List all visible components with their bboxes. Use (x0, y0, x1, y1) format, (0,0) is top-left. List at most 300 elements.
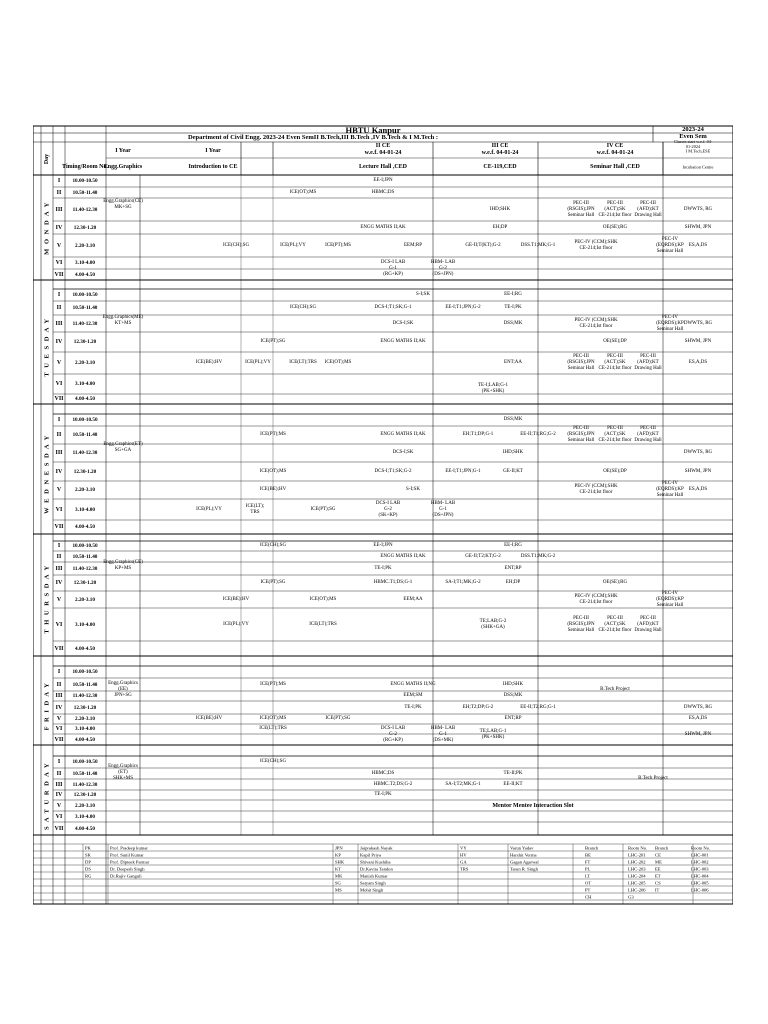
timing-mon-1: 10.00-10.50 (72, 178, 98, 184)
cell-tue2c: EE-I;T1;JPN;G-2 (445, 305, 481, 310)
cell-mon5e: GE-II;T(KT);G-2 (465, 242, 501, 248)
cell-thu6d: PEC-III (RSGIS);JPN Seminar Hall (567, 615, 595, 633)
period-fri-7: VII (54, 736, 64, 743)
legend-room-4-0: OT (585, 880, 592, 885)
mentor-slot: Mentor Mentee Interaction Slot (492, 802, 574, 809)
timing-thu-4: 12.30-1.20 (73, 580, 97, 586)
cell-thu3b: ENT;RP (504, 565, 522, 571)
cell-tue2d: TE-I;PK (504, 305, 522, 310)
cell-mon3d: PEC-III (AFD);KT Drawing Hall (634, 200, 662, 218)
period-thu-4: IV (55, 580, 63, 586)
ce2-header: II CE (375, 143, 391, 149)
timing-fri-2: 10.50-11.40 (72, 681, 98, 688)
cell-mon4a: ENGG MATHS II;AK (360, 224, 406, 230)
mtech-header: I M.Tech,ESE (685, 148, 711, 154)
period-mon-6: VI (55, 260, 63, 266)
ce3-header: III CE (491, 143, 509, 149)
period-tue-4: IV (55, 339, 63, 345)
timing-mon-2: 10.50-11.40 (72, 189, 98, 196)
legend-room-1-2: ME (655, 859, 662, 864)
period-thu-3: III (55, 565, 63, 572)
legend-faculty-4-3: Manish Kumar (360, 873, 388, 878)
cell-tue5a: ICE(BE);HV (195, 360, 223, 365)
period-thu-5: V (56, 596, 62, 603)
cell-thu6a: ICE(PL);VY (223, 621, 249, 627)
cell-fri3a: EEM;SM (403, 693, 423, 698)
cell-fri6d: TE;LAB;G-1 (PK+SHK) (479, 728, 507, 740)
period-mon-7: VII (54, 271, 64, 278)
cell-fri3b: DSS;MK (503, 693, 523, 698)
legend-room-3-1: LHC-204 (628, 873, 646, 878)
cell-thu4d: EH;DP (505, 580, 521, 585)
cell-wed2b: ENGG MATHS II;AK (380, 432, 426, 437)
timing-thu-6: 3.10-4.00 (75, 621, 95, 628)
timing-fri-4: 12.30-1.20 (73, 704, 97, 711)
mtech-room: Incubation Centre (682, 164, 714, 170)
cell-thu5e: PEC-IV (EQRDS);KP Seminar Hall (656, 590, 684, 608)
period-sat-1: I (57, 759, 61, 765)
legend-room-3-3: LHC-004 (691, 873, 709, 878)
institute-title: HBTU Kanpur (345, 124, 401, 135)
cell-wed_eg: Engg.Graphics(ET) SG+GA (103, 441, 143, 453)
cell-fri5e: ES,A,DS (688, 716, 708, 721)
cell-thu5d: PEC-IV (CCM);SHK CE-214;Ist floor (574, 593, 618, 605)
period-wed-7: VII (54, 524, 64, 530)
legend-faculty-1-3: Kapil Priya (360, 852, 382, 857)
cell-tue_eg: Engg.Graphics(ME) KT+MS (102, 314, 144, 326)
timing-thu-1: 10.00-10.50 (72, 543, 98, 549)
cell-wed1: DSS;MK (503, 417, 523, 422)
legend-faculty-3-4: TRS (460, 866, 469, 871)
cell-sat4: TE-I;PK (374, 792, 392, 797)
cell-mon5c: ICE(PT);MS (325, 242, 351, 248)
timing-mon-7: 4.00-4.50 (75, 271, 95, 278)
timing-mon-6: 3.10-4.00 (75, 260, 95, 266)
day-label-wed: W E D N E S D A Y (43, 434, 51, 514)
legend-room-5-2: IT (655, 887, 660, 892)
timing-wed-7: 4.00-4.50 (75, 524, 95, 530)
period-tue-2: II (56, 305, 62, 311)
cell-mon1: EE-I;JPN (373, 178, 393, 183)
timing-sat-5: 2.20-3.10 (75, 802, 95, 809)
period-tue-5: V (56, 360, 62, 366)
period-sat-4: IV (55, 792, 63, 798)
legend-faculty-0-1: Prof. Pradeep kumar (110, 845, 148, 850)
cell-tue3d: PEC-IV (EQRDS);KP Seminar Hall (656, 314, 684, 332)
legend-faculty-0-4: VY (460, 845, 467, 850)
cell-wed6b: ICE(LT); TRS (245, 503, 265, 515)
cell-mon6b: HBM- LAB G-2 (DS+JPN) (430, 259, 456, 277)
year1-sub: Engg.Graphics (103, 164, 143, 170)
legend-faculty-3-5: Tarun R. Singh (510, 866, 538, 871)
day-label-mon: M O N D A Y (43, 200, 51, 255)
timing-wed-3: 11.40-12.30 (72, 450, 98, 456)
legend-room-3-0: LT (585, 873, 591, 878)
cell-tue5d: ICE(OT);MS (324, 360, 352, 365)
timing-thu-7: 4.00-4.50 (75, 645, 95, 652)
cell-tue5f: PEC-III (RSGIS);JPN Seminar Hall (567, 354, 595, 371)
timing-fri-5: 2.20-3.10 (75, 716, 95, 722)
cell-fri2c: IHD;SHK (502, 681, 524, 687)
period-tue-6: VI (55, 381, 63, 387)
timing-wed-1: 10.00-10.50 (72, 417, 98, 423)
period-sat-3: III (55, 781, 63, 788)
legend-faculty-3-0: DS (85, 866, 91, 871)
cell-fri6a: ICE(LT);TRS (259, 726, 287, 731)
legend-faculty-2-2: SHK (335, 859, 345, 864)
cell-wed2c: EH;T1;DP;G-1 (462, 432, 494, 437)
cell-wed6d: DCS-I LAB G-2 (SK+KP) (375, 500, 401, 518)
cell-thu5c: EEM;AA (403, 596, 423, 602)
cell-fri_eg: Engg.Graphics (EE) JPN+SG (108, 681, 138, 698)
timing-sat-3: 11.40-12.30 (72, 781, 98, 788)
cell-wed3a: DCS-I;SK (392, 450, 414, 455)
cell-fri5d: ENT;RP (504, 716, 522, 721)
legend-faculty-2-1: Prof. Dipteek Parmar (110, 859, 150, 864)
period-mon-2: II (56, 189, 62, 196)
cell-thu2c: DSS.T1;MK;G-2 (520, 553, 556, 559)
start-note: Classes start w.e.f. 04-01-2024 (673, 139, 713, 149)
cell-tue5c: ICE(LT);TRS (289, 360, 317, 365)
timing-header: Timing/Room No. (62, 164, 108, 170)
period-mon-3: III (55, 206, 63, 213)
cell-wed5e: ES,A,DS (688, 487, 708, 492)
cell-fri5a: ICE(BE);HV (195, 716, 223, 721)
cell-mon3b: PEC-III (RSGIS);JPN Seminar Hall (567, 200, 595, 218)
cell-wed5b: S-I;SK (406, 487, 420, 492)
legend-faculty-0-3: Jaiprakash Nayak (360, 845, 393, 850)
period-wed-6: VI (55, 506, 63, 513)
timing-sat-2: 10.50-11.40 (72, 770, 98, 777)
ce2-room: Lecture Hall ,CED (358, 164, 408, 170)
cell-mon5g: PEC-IV (CCM);SHK CE-214;Ist floor (574, 239, 618, 251)
legend-room-header-2: Branch (655, 845, 669, 850)
ce4-date: w.e.f. 04-01-24 (596, 150, 634, 156)
cell-tue1b: EE-I;RG (504, 292, 522, 297)
semester: Even Sem (679, 133, 707, 140)
cell-mon5b: ICE(PL);VY (280, 242, 306, 248)
period-wed-1: I (57, 417, 61, 423)
period-wed-2: II (56, 432, 62, 438)
period-wed-4: IV (55, 468, 63, 475)
legend-room-1-1: LHC-202 (628, 859, 646, 864)
timing-fri-7: 4.00-4.50 (75, 736, 95, 743)
timing-mon-3: 11.40-12.30 (72, 206, 98, 213)
cell-wed4d: GE-II;KT (503, 468, 523, 474)
cell-wed6c: ICE(PT);SG (310, 506, 336, 512)
cell-tue5i: ES,A,DS (688, 360, 708, 365)
cell-tue3c: PEC-IV (CCM);SHK CE-214;Ist floor (574, 317, 618, 329)
cell-tue3a: DCS-I;SK (392, 320, 414, 326)
cell-thu3a: TE-I;PK (374, 565, 392, 571)
period-tue-3: III (55, 320, 63, 327)
timing-mon-5: 2.20-3.10 (75, 242, 95, 249)
cell-thu_eg: Engg.Graphics(CE) KP+MS (103, 560, 143, 571)
legend-room-0-0: BE (585, 852, 591, 857)
cell-thu5b: ICE(OT);MS (309, 596, 337, 602)
legend-room-2-1: LHC-203 (628, 866, 646, 871)
timing-thu-5: 2.20-3.10 (75, 596, 95, 603)
cell-mon5i: ES,A,DS (688, 242, 708, 248)
timetable-sheet (33, 118, 733, 908)
period-tue-1: I (57, 292, 61, 298)
day-label-tue: T U E S D A Y (43, 316, 51, 377)
cell-sat_eg: Engg.Graphics (ET) SHK+MS (108, 764, 138, 781)
cell-mon2b: HBMC;DS (371, 189, 395, 195)
cell-wed2d: EE-II;T1;RG;G-2 (520, 432, 556, 437)
legend-room-3-2: ET (655, 873, 661, 878)
legend-faculty-1-0: SK (85, 852, 91, 857)
cell-tue4d: SHWM, JPN (684, 339, 712, 344)
timing-tue-2: 10.50-11.40 (72, 305, 98, 311)
cell-tue5b: ICE(PL);VY (245, 360, 271, 365)
timing-wed-2: 10.50-11.40 (72, 432, 98, 438)
legend-room-4-1: LHC-205 (628, 880, 646, 885)
cell-thu6b: ICE(LT);TRS (309, 621, 337, 627)
day-label-sat: S A T U R D A Y (43, 761, 51, 830)
cell-sat2b: TE-II;PK (503, 770, 523, 776)
legend-faculty-2-5: Gagan Agarwal (510, 859, 539, 864)
cell-fri5c: ICE(PT);SG (325, 716, 351, 721)
period-fri-4: IV (55, 704, 63, 711)
legend-room-5-1: LHC-206 (628, 887, 646, 892)
timing-tue-3: 11.40-12.30 (72, 320, 98, 327)
cell-wed2e: PEC-III (RSGIS);JPN Seminar Hall (567, 426, 595, 443)
timing-sat-6: 3.10-4.00 (75, 813, 95, 820)
timing-wed-6: 3.10-4.00 (75, 506, 95, 513)
cell-tue3e: DWWTS, RG (683, 320, 713, 326)
legend-room-2-0: PL (585, 866, 591, 871)
legend-room-6-1: G3 (628, 894, 634, 899)
cell-tue5g: PEC-III (ACT);SK CE-214;Ist floor (598, 354, 632, 371)
cell-tue2a: ICE(CH);SG (289, 305, 317, 310)
cell-thu6f: PEC-III (AFD);KT Drawing Hall (634, 615, 662, 633)
legend-room-header-0: Branch (585, 845, 599, 850)
cell-tue6a: TE-I;LAB;G-1 (PK+SHK) (478, 383, 508, 394)
department-line: Department of Civil Engg. 2023-24 Even SemII B.Tech,III B.Tech ,IV B.Tech & I M.Tech : (187, 133, 439, 141)
legend-room-1-3: LHC-002 (691, 859, 709, 864)
timing-mon-4: 12.30-1.20 (73, 224, 97, 231)
cell-wed6e: HBM- LAB G-1 (DS+JPN) (430, 500, 456, 518)
cell-wed2g: PEC-III (AFD);KT Drawing Hall (634, 426, 662, 443)
session-year: 2023-24 (682, 126, 704, 133)
cell-fri4a: TE-I;PK (404, 704, 422, 710)
cell-wed5d: PEC-IV (EQRDS);KP Seminar Hall (656, 481, 684, 498)
legend-room-header-3: Room No. (691, 845, 711, 850)
legend-faculty-0-0: PK (85, 845, 91, 850)
cell-tue3b: DSS;MK (503, 320, 523, 326)
cell-mon3c: PEC-III (ACT);SK CE-214;Ist floor (598, 200, 632, 218)
timing-thu-2: 10.50-11.40 (72, 553, 98, 560)
legend-room-0-1: LHC-201 (628, 852, 646, 857)
cell-thu5a: ICE(BE);HV (222, 596, 250, 602)
cell-wed5a: ICE(BE);HV (259, 487, 287, 492)
legend-faculty-1-5: Harshit Verma (510, 852, 537, 857)
legend-faculty-2-4: GA (460, 859, 467, 864)
timing-sat-7: 4.00-4.50 (75, 825, 95, 832)
cell-mon3e: DWWTS, RG (683, 206, 713, 212)
period-mon-5: V (56, 242, 62, 249)
period-fri-1: I (57, 669, 61, 675)
timing-sat-4: 12.30-1.20 (73, 792, 97, 798)
day-label-thu: T H U R S D A Y (43, 563, 51, 634)
cell-wed4e: OE(SE);DP (603, 468, 627, 474)
cell-sat_proj: B.Tech Project (638, 776, 668, 781)
cell-mon_eg: Engg.Graphics(CE) MK+SG (103, 198, 143, 210)
timing-sat-1: 10.00-10.50 (72, 759, 98, 765)
cell-wed4c: EE-I;T1;JPN;G-1 (445, 468, 481, 474)
cell-mon4c: OE(SE);RG (602, 224, 628, 230)
cell-thu6e: PEC-III (ACT);SK CE-214;Ist floor (598, 615, 632, 633)
cell-fri2b: ENGG MATHS II;NG (390, 681, 436, 687)
ce3-date: w.e.f. 04-01-24 (481, 150, 519, 156)
cell-mon5a: ICE(CH);SG (222, 242, 250, 248)
cell-mon6a: DCS-I LAB G-1 (RG+KP) (380, 259, 406, 277)
legend-faculty-5-2: SG (335, 880, 341, 885)
ce4-header: IV CE (606, 143, 624, 149)
legend-room-header-1: Room No. (628, 845, 648, 850)
cell-mon4b: EH;DP (492, 224, 508, 230)
ce3-room: CE-119,CED (483, 164, 517, 170)
timing-fri-1: 10.00-10.50 (72, 669, 98, 675)
period-sat-6: VI (55, 813, 63, 820)
cell-fri4d: DWWTS, RG (683, 704, 713, 710)
timing-tue-6: 3.10-4.00 (75, 381, 95, 387)
cell-thu4b: HBMC.T1;DS;G-1 (373, 580, 413, 585)
legend-faculty-2-3: Shivani Kushiha (360, 859, 391, 864)
cell-mon4d: SHWM, JPN (684, 224, 712, 230)
cell-tue2b: DCS-I;T1;SK;G-1 (374, 305, 412, 310)
period-thu-1: I (57, 543, 61, 549)
legend-faculty-0-5: Varun Yadav (510, 845, 534, 850)
legend-room-1-0: FT (585, 859, 591, 864)
period-thu-6: VI (55, 621, 63, 628)
timing-fri-3: 11.40-12.30 (72, 693, 98, 699)
cell-mon5h: PEC-IV (EQRDS);KP Seminar Hall (656, 236, 684, 254)
cell-fri6b: DCS-I LAB G-2 (RG+KP) (380, 725, 406, 743)
year1b-header: I Year (205, 148, 221, 154)
cell-tue5e: ENT;AA (503, 360, 523, 365)
timing-wed-5: 2.20-3.10 (75, 487, 95, 493)
legend-faculty-2-0: DP (85, 859, 91, 864)
legend-faculty-1-4: HV (460, 852, 467, 857)
cell-sat3a: HBMC.T2;DS;G-2 (373, 781, 413, 787)
period-thu-2: II (56, 553, 62, 560)
cell-tue4c: OE(SE);DP (603, 339, 627, 344)
period-sat-5: V (56, 802, 62, 809)
legend-faculty-6-3: Mohit Singh (360, 887, 384, 892)
cell-wed2a: ICE(PT);MS (260, 432, 286, 437)
cell-thu1a: ICE(CH);SG (259, 543, 287, 548)
period-fri-5: V (56, 716, 62, 722)
period-mon-4: IV (55, 224, 63, 231)
timing-thu-3: 11.40-12.30 (72, 565, 98, 572)
cell-tue4b: ENGG MATHS II;AK (380, 339, 426, 344)
period-fri-2: II (56, 681, 62, 688)
cell-wed4f: SHWM, JPN (684, 468, 712, 474)
timing-tue-7: 4.00-4.50 (75, 396, 95, 402)
period-wed-5: V (56, 487, 62, 493)
cell-wed4a: ICE(OT);MS (259, 468, 287, 474)
legend-faculty-6-2: MS (335, 887, 342, 892)
period-tue-7: VII (54, 396, 64, 402)
cell-thu2b: GE-II;T2;KT;G-2 (465, 553, 501, 559)
timing-wed-4: 12.30-1.20 (73, 468, 97, 475)
legend-room-2-3: LHC-003 (691, 866, 709, 871)
cell-wed3b: IHD;SHK (502, 450, 524, 455)
cell-thu1b: EE-I;JPN (373, 543, 393, 548)
cell-thu4c: SA-I;T1;MK;G-2 (445, 580, 481, 585)
legend-faculty-4-2: MK (335, 873, 343, 878)
legend-faculty-5-3: Satyam Singh (360, 880, 386, 885)
year1-header: I Year (115, 148, 131, 154)
cell-mon2a: ICE(OT);MS (289, 189, 317, 195)
ce2-date: w.e.f. 04-01-24 (364, 150, 402, 156)
legend-faculty-4-1: Dr.Rajiv Ganguli (110, 873, 142, 878)
cell-thu4a: ICE(PT);SG (260, 580, 286, 585)
cell-fri6e: SHWM, JPN (684, 731, 712, 737)
legend-room-4-3: LHC-005 (691, 880, 709, 885)
cell-fri5b: ICE(OT);MS (259, 716, 287, 721)
legend-faculty-4-0: RG (85, 873, 92, 878)
cell-fri2a: ICE(PT);MS (260, 681, 286, 687)
year1b-sub: Introduction to CE (188, 164, 238, 170)
cell-tue5h: PEC-III (AFD);KT Drawing Hall (634, 354, 662, 371)
cell-fri4b: EH;T2;DP;G-2 (462, 704, 494, 710)
legend-faculty-1-2: KP (335, 852, 341, 857)
cell-wed6a: ICE(PL);VY (196, 506, 222, 512)
cell-mon3a: IHD;SHK (489, 206, 511, 212)
cell-wed3c: DWWTS, RG (683, 450, 713, 455)
legend-room-2-2: EE (655, 866, 661, 871)
period-fri-3: III (55, 693, 63, 699)
period-sat-2: II (56, 770, 62, 777)
cell-tue4a: ICE(PT);SG (260, 339, 286, 344)
timing-tue-5: 2.20-3.10 (75, 360, 95, 366)
period-fri-6: VI (55, 726, 63, 732)
legend-faculty-3-3: Dr.Kavita Tandon (360, 866, 393, 871)
cell-sat2a: HBMC;DS (371, 770, 395, 776)
cell-fri_proj: B.Tech Project (600, 687, 630, 692)
cell-sat1: ICE(CH);SG (259, 759, 287, 764)
legend-room-4-2: CS (655, 880, 661, 885)
legend-room-6-0: CH (585, 894, 592, 899)
cell-fri6c: HBM- LAB G-1 (DS+MK) (430, 725, 456, 743)
cell-mon5f: DSS.T1;MK;G-1 (520, 242, 556, 248)
period-sat-7: VII (54, 825, 64, 832)
legend-faculty-1-1: Prof. Sunil Kumar (110, 852, 144, 857)
cell-tue1a: S-I;SK (416, 292, 430, 297)
cell-thu6c: TE;LAB;G-2 (SHK+GA) (479, 618, 507, 630)
legend-faculty-0-2: JPN (335, 845, 343, 850)
cell-sat3c: EE-II;KT (503, 781, 523, 787)
period-mon-1: I (57, 178, 61, 184)
cell-wed5c: PEC-IV (CCM);SHK CE-214;Ist floor (574, 484, 618, 495)
cell-sat3b: SA-I;T2;MK;G-1 (445, 781, 481, 787)
cell-thu1c: EE-I;RG (504, 543, 522, 548)
cell-wed2f: PEC-III (ACT);SK CE-214;Ist floor (598, 426, 632, 443)
cell-thu2a: ENGG MATHS II;AK (380, 553, 426, 559)
timing-fri-6: 3.10-4.00 (75, 726, 95, 732)
cell-wed4b: DCS-I;T1;SK;G-2 (374, 468, 412, 474)
cell-fri4c: EE-II;T2;RG;G-1 (520, 704, 556, 710)
legend-room-0-3: LHC-001 (691, 852, 709, 857)
day-label-fri: F R I D A Y (43, 681, 51, 730)
period-wed-3: III (55, 450, 63, 456)
period-thu-7: VII (54, 645, 64, 652)
timing-tue-4: 12.30-1.20 (73, 339, 97, 345)
cell-mon5d: EEM;RP (403, 242, 423, 248)
